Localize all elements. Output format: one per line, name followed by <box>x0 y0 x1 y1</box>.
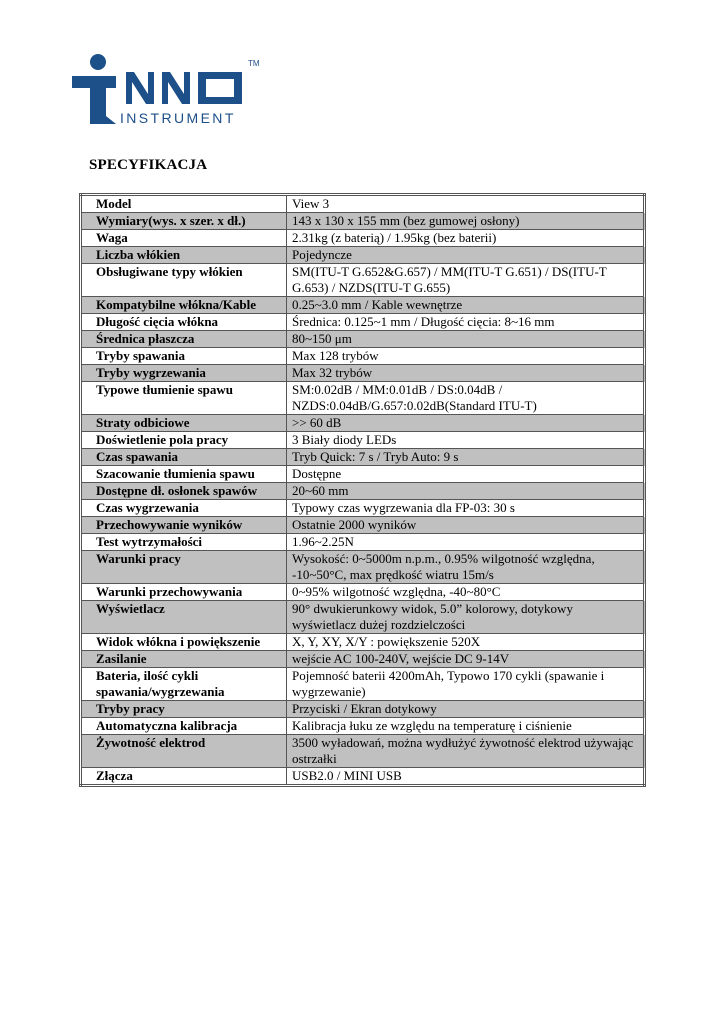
table-row <box>81 365 645 382</box>
spec-value: Max 128 trybów <box>287 348 645 365</box>
spec-value: Kalibracja łuku ze względu na temperaturę i ciśnienie <box>287 718 645 735</box>
spec-key: Średnica płaszcza <box>81 331 287 348</box>
spec-value: USB2.0 / MINI USB <box>287 768 645 786</box>
table-row <box>81 382 645 415</box>
logo-tm: TM <box>248 59 260 68</box>
spec-key: Dostępne dł. osłonek spawów <box>81 483 287 500</box>
spec-key: Wymiary(wys. x szer. x dł.) <box>81 213 287 230</box>
logo-graphic <box>70 52 270 130</box>
table-row <box>81 331 645 348</box>
table-row <box>81 247 645 264</box>
spec-value: >> 60 dB <box>287 415 645 432</box>
spec-key: Model <box>81 195 287 213</box>
specification-table <box>79 193 646 787</box>
spec-key: Test wytrzymałości <box>81 534 287 551</box>
table-row <box>81 668 645 701</box>
spec-key: Przechowywanie wyników <box>81 517 287 534</box>
spec-key: Czas wygrzewania <box>81 500 287 517</box>
spec-key: Długość cięcia włókna <box>81 314 287 331</box>
spec-value: Max 32 trybów <box>287 365 645 382</box>
spec-key: Wyświetlacz <box>81 601 287 634</box>
spec-key: Szacowanie tłumienia spawu <box>81 466 287 483</box>
table-row <box>81 584 645 601</box>
logo-letter-n2 <box>162 72 190 104</box>
table-row <box>81 500 645 517</box>
spec-value: X, Y, XY, X/Y : powiększenie 520X <box>287 634 645 651</box>
spec-value: 90° dwukierunkowy widok, 5.0” kolorowy, dotykowy wyświetlacz dużej rozdzielczości <box>287 601 645 634</box>
spec-value: 20~60 mm <box>287 483 645 500</box>
inno-instrument-logo <box>70 52 270 130</box>
spec-value: Dostępne <box>287 466 645 483</box>
spec-key: Żywotność elektrod <box>81 735 287 768</box>
table-row <box>81 195 645 213</box>
table-row <box>81 264 645 297</box>
spec-value: 3 Biały diody LEDs <box>287 432 645 449</box>
table-row <box>81 230 645 247</box>
spec-key: Liczba włókien <box>81 247 287 264</box>
spec-key: Automatyczna kalibracja <box>81 718 287 735</box>
logo-i-stem <box>72 76 116 124</box>
table-row <box>81 651 645 668</box>
spec-value: 1.96~2.25N <box>287 534 645 551</box>
spec-key: Waga <box>81 230 287 247</box>
table-row <box>81 517 645 534</box>
spec-key: Widok włókna i powiększenie <box>81 634 287 651</box>
table-row <box>81 483 645 500</box>
table-row <box>81 466 645 483</box>
table-row <box>81 297 645 314</box>
table-row <box>81 314 645 331</box>
spec-key: Warunki pracy <box>81 551 287 584</box>
spec-key: Czas spawania <box>81 449 287 466</box>
table-row <box>81 213 645 230</box>
spec-key: Złącza <box>81 768 287 786</box>
table-row <box>81 701 645 718</box>
spec-value: Ostatnie 2000 wyników <box>287 517 645 534</box>
spec-key: Warunki przechowywania <box>81 584 287 601</box>
spec-key: Zasilanie <box>81 651 287 668</box>
spec-value: Tryb Quick: 7 s / Tryb Auto: 9 s <box>287 449 645 466</box>
logo-dot <box>90 54 106 70</box>
table-row <box>81 601 645 634</box>
spec-value: SM:0.02dB / MM:0.01dB / DS:0.04dB / NZDS:0.04dB/G.657:0.02dB(Standard ITU-T) <box>287 382 645 415</box>
logo-letter-n1 <box>126 72 154 104</box>
spec-key: Obsługiwane typy włókien <box>81 264 287 297</box>
spec-value: Typowy czas wygrzewania dla FP-03: 30 s <box>287 500 645 517</box>
spec-key: Tryby wygrzewania <box>81 365 287 382</box>
spec-value: Pojemność baterii 4200mAh, Typowo 170 cykli (spawanie i wygrzewanie) <box>287 668 645 701</box>
spec-value: Pojedyncze <box>287 247 645 264</box>
page-title: SPECYFIKACJA <box>89 157 208 173</box>
spec-key: Kompatybilne włókna/Kable <box>81 297 287 314</box>
spec-key: Bateria, ilość cykli spawania/wygrzewania <box>81 668 287 701</box>
spec-key: Tryby pracy <box>81 701 287 718</box>
spec-value: 143 x 130 x 155 mm (bez gumowej osłony) <box>287 213 645 230</box>
spec-value: 0.25~3.0 mm / Kable wewnętrze <box>287 297 645 314</box>
table-row <box>81 768 645 786</box>
spec-value: wejście AC 100-240V, wejście DC 9-14V <box>287 651 645 668</box>
spec-key: Typowe tłumienie spawu <box>81 382 287 415</box>
spec-key: Straty odbiciowe <box>81 415 287 432</box>
specification-table-body <box>81 195 645 786</box>
spec-value: 0~95% wilgotność względna, -40~80°C <box>287 584 645 601</box>
spec-value: View 3 <box>287 195 645 213</box>
spec-value: 80~150 μm <box>287 331 645 348</box>
table-row <box>81 718 645 735</box>
table-row <box>81 348 645 365</box>
spec-value: Średnica: 0.125~1 mm / Długość cięcia: 8~16 mm <box>287 314 645 331</box>
table-row <box>81 735 645 768</box>
table-row <box>81 449 645 466</box>
table-row <box>81 534 645 551</box>
spec-value: Przyciski / Ekran dotykowy <box>287 701 645 718</box>
logo-letter-o <box>198 72 242 104</box>
spec-key: Tryby spawania <box>81 348 287 365</box>
logo-sub-text: INSTRUMENT <box>120 110 236 126</box>
spec-key: Doświetlenie pola pracy <box>81 432 287 449</box>
table-row <box>81 415 645 432</box>
spec-value: 3500 wyładowań, można wydłużyć żywotność elektrod używając ostrzałki <box>287 735 645 768</box>
table-row <box>81 634 645 651</box>
table-row <box>81 551 645 584</box>
spec-value: SM(ITU-T G.652&G.657) / MM(ITU-T G.651) / DS(ITU-T G.653) / NZDS(ITU-T G.655) <box>287 264 645 297</box>
spec-value: Wysokość: 0~5000m n.p.m., 0.95% wilgotność względna, -10~50°C, max prędkość wiatru 15m/s <box>287 551 645 584</box>
spec-value: 2.31kg (z baterią) / 1.95kg (bez baterii) <box>287 230 645 247</box>
table-row <box>81 432 645 449</box>
